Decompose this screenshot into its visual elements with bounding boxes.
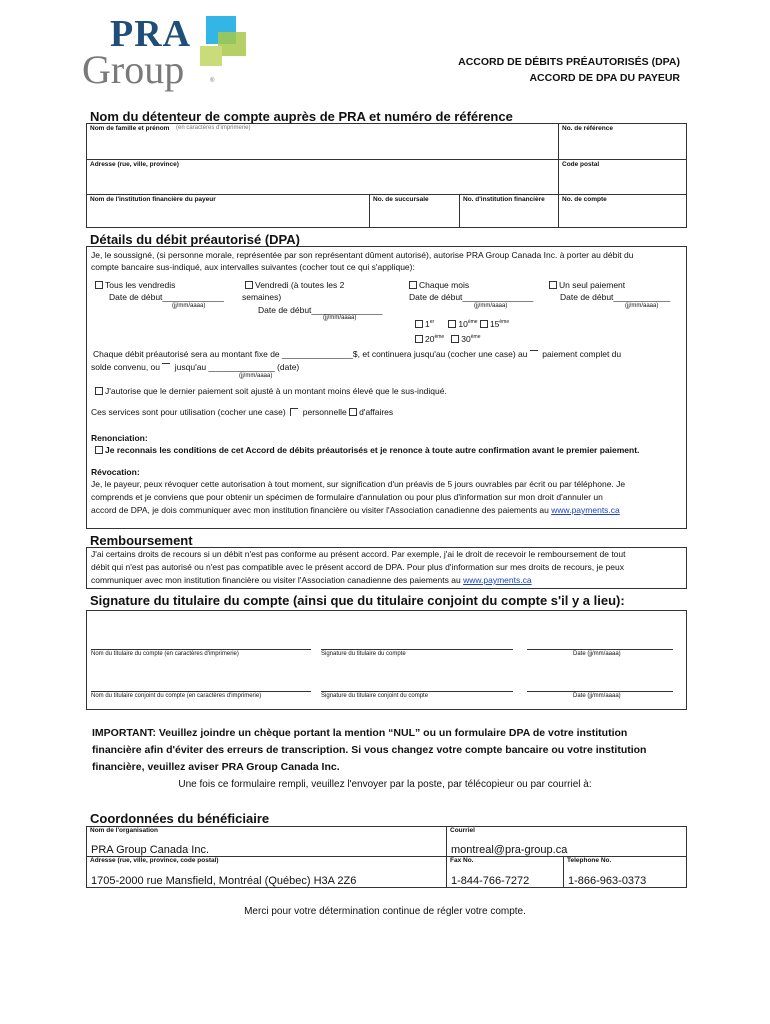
phone-cell [564, 857, 686, 887]
account-holder-table [86, 123, 687, 228]
fax-label: Fax No. [450, 857, 474, 864]
form-title-line2: ACCORD DE DPA DU PAYEUR [529, 72, 680, 84]
monthly-label: Chaque mois [419, 280, 470, 290]
monthly-date-format: (jj/mm/aaaa) [474, 303, 508, 309]
monthly-day-options [415, 316, 509, 346]
holder-signature-line[interactable] [321, 649, 513, 650]
email-cell [447, 827, 686, 857]
holder-name-label: Nom du titulaire du compte (en caractères d'imprimerie) [91, 651, 239, 657]
fax-cell [447, 857, 564, 887]
single-payment-date-format: (jj/mm/aaaa) [625, 303, 659, 309]
day-10-label: 10 [458, 318, 468, 329]
payee-table [86, 826, 687, 888]
postal-code-label: Code postal [562, 161, 600, 168]
branch-number-label: No. de succursale [373, 196, 429, 203]
revocation-line2: comprends et je conviens que pour obtenir un spécimen de formulaire d'annulation ou pour plus d'information sur mon droit d'annuler un [91, 492, 603, 502]
single-payment-checkbox[interactable] [549, 281, 557, 289]
section-refund-title: Remboursement [90, 533, 193, 548]
amount-line1 [93, 348, 621, 361]
email-value[interactable]: montreal@pra-group.ca [451, 844, 568, 856]
every-friday-date-format: (jj/mm/aaaa) [172, 303, 206, 309]
name-hint: (en caractères d'imprimerie) [176, 125, 251, 131]
fax-value: 1-844-766-7272 [451, 875, 530, 887]
day-1-checkbox[interactable] [415, 320, 423, 328]
joint-signature-label: Signature du titulaire conjoint du compte [321, 693, 429, 699]
day-15-checkbox[interactable] [480, 320, 488, 328]
day-20-label: 20 [425, 333, 435, 344]
every-friday-checkbox[interactable] [95, 281, 103, 289]
amount-line2 [91, 361, 299, 374]
day-30-label: 30 [461, 333, 471, 344]
business-label: d'affaires [359, 407, 394, 417]
option-biweekly[interactable] [245, 279, 344, 292]
amount-until-text: jusqu'au ______________ (date) [174, 362, 300, 372]
reference-label: No. de référence [562, 125, 613, 132]
amount-text-2: paiement complet du [542, 349, 622, 359]
logo-square-lime [200, 46, 222, 66]
day-1-label: 1 [425, 318, 430, 329]
biweekly-start-date[interactable]: Date de début_______________ [258, 305, 383, 315]
option-every-friday[interactable] [95, 279, 175, 292]
holder-name-line[interactable] [91, 649, 311, 650]
biweekly-date-format: (jj/mm/aaaa) [323, 315, 357, 321]
option-single-payment[interactable] [549, 279, 625, 292]
day-10-suffix: ème [467, 319, 478, 325]
single-payment-label: Un seul paiement [559, 280, 626, 290]
services-use-line [91, 406, 393, 419]
logo-square-green [218, 32, 246, 56]
personal-label: personnelle [302, 407, 347, 417]
phone-label: Telephone No. [567, 857, 612, 864]
waiver-checkbox[interactable] [95, 446, 103, 454]
important-line3: financière, veuillez aviser PRA Group Canada Inc. [92, 761, 340, 773]
holder-date-label: Date (jj/mm/aaaa) [573, 651, 621, 657]
monthly-start-date[interactable]: Date de début_______________ [409, 292, 534, 302]
payee-address-value: 1705-2000 rue Mansfield, Montréal (Québec) H3A 2Z6 [91, 875, 357, 887]
section-account-holder-title: Nom du détenteur de compte auprès de PRA et numéro de référence [90, 109, 513, 124]
monthly-start-label: Date de début [409, 292, 463, 302]
section-payee-title: Coordonnées du bénéficiaire [90, 811, 270, 826]
day-1-suffix: er [429, 319, 435, 325]
pad-intro-line1: Je, le soussigné, (si personne morale, représentée par son représentant dûment autorisé), autorise PRA Group Canada Inc. à porter au débit du [91, 250, 634, 260]
payee-address-label: Adresse (rue, ville, province, code postal) [90, 857, 219, 864]
waiver-title: Renonciation: [91, 433, 148, 443]
adjust-last-payment[interactable] [95, 385, 447, 398]
every-friday-label: Tous les vendredis [105, 280, 176, 290]
biweekly-start-label: Date de début [258, 305, 312, 315]
day-30-checkbox[interactable] [451, 335, 459, 343]
every-friday-start-date[interactable]: Date de début_____________ [109, 292, 224, 302]
form-title-line1: ACCORD DE DÉBITS PRÉAUTORISÉS (DPA) [458, 56, 680, 68]
day-30-suffix: ème [470, 333, 481, 340]
refund-box [86, 547, 687, 589]
address-label: Adresse (rue, ville, province) [90, 161, 179, 168]
day-20-checkbox[interactable] [415, 335, 423, 343]
section-pad-details-title: Détails du débit préautorisé (DPA) [90, 232, 300, 247]
account-number-field[interactable] [559, 195, 686, 227]
important-line1: IMPORTANT: Veuillez joindre un chèque portant la mention “NUL” ou un formulaire DPA de votre institution [92, 727, 628, 739]
single-payment-start-label: Date de début [560, 292, 614, 302]
every-friday-start-label: Date de début [109, 292, 163, 302]
refund-payments-link[interactable]: www.payments.ca [463, 575, 532, 585]
institution-number-label: No. d'institution financière [463, 196, 545, 203]
logo-registered-mark: ® [210, 78, 215, 84]
biweekly-label-line2: semaines) [242, 292, 282, 302]
amount-balance-text: solde convenu, ou [91, 362, 160, 372]
refund-text3: communiquer avec mon institution financière ou visiter l'Association canadienne des paiements au [91, 575, 461, 585]
refund-line3 [91, 574, 532, 587]
services-use-label: Ces services sont pour utilisation (cocher une case) [91, 407, 286, 417]
email-label: Courriel [450, 827, 475, 834]
phone-value: 1-866-963-0373 [568, 875, 647, 887]
monthly-checkbox[interactable] [409, 281, 417, 289]
branch-number-field[interactable] [370, 195, 460, 227]
until-date-format: (jj/mm/aaaa) [239, 373, 273, 379]
org-value: PRA Group Canada Inc. [91, 844, 210, 856]
revocation-line3 [91, 504, 620, 517]
refund-line2: débit qui n'est pas autorisé ou n'est pas compatible avec le présent accord de DPA. Pour plus d'information sur mes droits de recours, je peux [91, 562, 624, 572]
address-cell [87, 857, 447, 887]
joint-date-line[interactable] [527, 691, 673, 692]
important-notice [92, 725, 646, 776]
pad-details-box [86, 246, 687, 529]
address-field[interactable] [87, 160, 559, 195]
holder-date-line[interactable] [527, 649, 673, 650]
amount-text: Chaque débit préautorisé sera au montant fixe de _______________$, et continuera jusqu'au (cocher une case) au [93, 349, 528, 359]
joint-name-line[interactable] [91, 691, 311, 692]
institution-name-field[interactable] [87, 195, 370, 227]
refund-line1: J'ai certains droits de recours si un débit n'est pas conforme au présent accord. Par exemple, j'ai le droit de recevoir le remboursement de tout [91, 549, 626, 559]
day-10-checkbox[interactable] [448, 320, 456, 328]
single-payment-start-date[interactable]: Date de début____________ [560, 292, 671, 302]
waiver-line[interactable] [95, 444, 639, 457]
logo-text-pra: PRA [110, 13, 192, 55]
joint-name-label: Nom du titulaire conjoint du compte (en caractères d'imprimerie) [91, 693, 262, 699]
section-signature-title: Signature du titulaire du compte (ainsi que du titulaire conjoint du compte s'il y a lieu): [90, 593, 625, 608]
account-number-label: No. de compte [562, 196, 607, 203]
day-15-suffix: ème [499, 319, 510, 325]
biweekly-checkbox[interactable] [245, 281, 253, 289]
day-15-label: 15 [489, 318, 500, 329]
institution-name-label: Nom de l'institution financière du payeur [90, 196, 216, 203]
send-instructions: Une fois ce formulaire rempli, veuillez l'envoyer par la poste, par télécopieur ou par courriel à: [178, 779, 592, 790]
revocation-payments-link[interactable]: www.payments.ca [551, 505, 620, 515]
day-20-suffix: ème [434, 333, 445, 340]
form-title [458, 54, 680, 86]
joint-date-label: Date (jj/mm/aaaa) [573, 693, 621, 699]
option-monthly[interactable] [409, 279, 469, 292]
important-line2: financière afin d'éviter des erreurs de transcription. Si vous changez votre compte bancaire ou votre institution [92, 744, 647, 756]
postal-code-field[interactable] [559, 160, 686, 195]
name-label: Nom de famille et prénom [90, 125, 170, 132]
biweekly-label: Vendredi (à toutes les 2 [255, 280, 345, 290]
pad-intro-line2: compte bancaire sus-indiqué, aux intervalles suivantes (cocher tout ce qui s'applique): [91, 262, 415, 272]
signature-box [86, 610, 687, 710]
pra-group-logo [82, 12, 242, 92]
logo-text-group: Group [82, 47, 185, 92]
revocation-title: Révocation: [91, 467, 140, 477]
revocation-line1: Je, le payeur, peux révoquer cette autorisation à tout moment, sur signification d'un préavis de 5 jours ouvrables par écrit ou par téléphone. Je [91, 479, 626, 489]
joint-signature-line[interactable] [321, 691, 513, 692]
thank-you-note: Merci pour votre détermination continue de régler votre compte. [244, 906, 526, 917]
name-field[interactable] [87, 124, 559, 160]
personal-checkbox[interactable] [290, 408, 298, 416]
reference-field[interactable] [559, 124, 686, 160]
org-cell [87, 827, 447, 857]
monthly-day-row2 [415, 331, 509, 346]
holder-signature-label: Signature du titulaire du compte [321, 651, 406, 657]
institution-number-field[interactable] [460, 195, 559, 227]
org-label: Nom de l'organisation [90, 827, 158, 834]
revocation-text3: accord de DPA, je dois communiquer avec mon institution financière ou visiter l'Association canadienne des paiements au [91, 505, 549, 515]
adjust-last-payment-label: J'autorise que le dernier paiement soit ajusté à un montant moins élevé que le sus-indiqué. [105, 386, 447, 396]
adjust-last-payment-checkbox[interactable] [95, 387, 103, 395]
until-date-checkbox[interactable] [162, 363, 170, 371]
monthly-day-row1 [415, 316, 509, 331]
business-checkbox[interactable] [349, 408, 357, 416]
full-payment-checkbox[interactable] [530, 350, 538, 358]
waiver-text: Je reconnais les conditions de cet Accord de débits préautorisés et je renonce à toute autre confirmation avant le premier paiement. [105, 445, 640, 455]
